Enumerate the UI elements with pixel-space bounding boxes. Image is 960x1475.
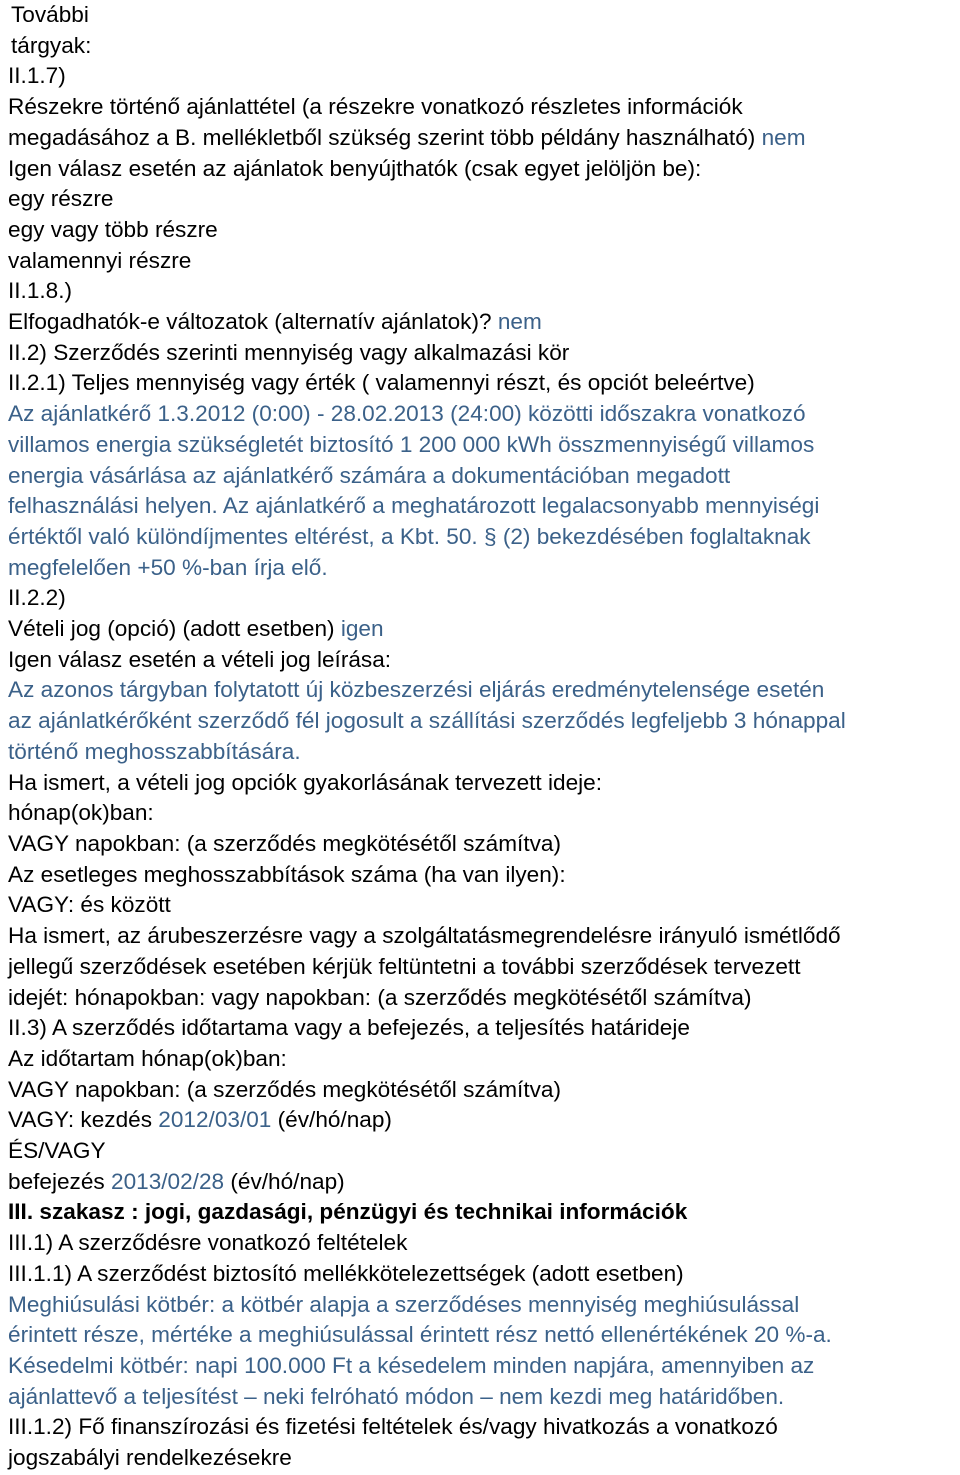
field-label: megadásához a B. mellékletből szükség szerint több példány használható) (8, 124, 762, 150)
text-line (8, 1075, 952, 1106)
field-label: hónap(ok)ban: (8, 800, 154, 826)
text-line (8, 921, 952, 952)
field-label: tárgyak: (11, 32, 92, 58)
text-line (8, 768, 952, 799)
text-line (8, 798, 952, 829)
text-line (8, 1105, 952, 1136)
text-line (8, 461, 952, 492)
text-line (8, 430, 952, 461)
field-label: II.1.7) (8, 63, 66, 89)
text-line (8, 307, 952, 338)
field-label: Ha ismert, a vételi jog opciók gyakorlásának tervezett ideje: (8, 769, 603, 795)
field-label: Vételi jog (opció) (adott esetben) (8, 616, 341, 642)
text-line (8, 338, 952, 369)
field-value: Az ajánlatkérő 1.3.2012 (0:00) - 28.02.2013 (24:00) közötti időszakra vonatkozó (8, 401, 806, 427)
text-line (8, 1351, 952, 1382)
text-line (8, 553, 952, 584)
field-value: villamos energia szükségletét biztosító 1 200 000 kWh összmennyiségű villamos (8, 431, 815, 457)
text-line (8, 860, 952, 891)
text-line (8, 61, 952, 92)
text-line (8, 1443, 952, 1474)
text-line (8, 522, 952, 553)
field-value: ajánlattevő a teljesítést – neki felróható módon – nem kezdi meg határidőben. (8, 1383, 785, 1409)
text-line (8, 399, 952, 430)
field-label: Igen válasz esetén a vételi jog leírása: (8, 646, 392, 672)
field-label: II.3) A szerződés időtartama vagy a befejezés, a teljesítés határideje (8, 1015, 690, 1041)
text-line (8, 92, 952, 123)
field-value: felhasználási helyen. Az ajánlatkérő a meghatározott legalacsonyabb mennyiségi (8, 493, 820, 519)
text-line (8, 1259, 952, 1290)
text-line (8, 1013, 952, 1044)
text-line (8, 1320, 952, 1351)
text-line (8, 1290, 952, 1321)
field-label: Igen válasz esetén az ajánlatok benyújthatók (csak egyet jelöljön be): (8, 155, 702, 181)
text-line (8, 184, 952, 215)
text-line (8, 583, 952, 614)
field-value: energia vásárlása az ajánlatkérő számára a dokumentációban megadott (8, 462, 731, 488)
field-label: egy vagy több részre (8, 216, 218, 242)
field-value: történő meghosszabbítására. (8, 738, 301, 764)
field-label: idejét: hónapokban: vagy napokban: (a szerződés megkötésétől számítva) (8, 984, 752, 1010)
text-line (8, 1197, 952, 1228)
text-line (8, 215, 952, 246)
text-line (8, 491, 952, 522)
field-value: Késedelmi kötbér: napi 100.000 Ft a késedelem minden napjára, amennyiben az (8, 1352, 815, 1378)
field-label: III.1.2) Fő finanszírozási és fizetési feltételek és/vagy hivatkozás a vonatkozó (8, 1414, 778, 1440)
field-label: További (11, 2, 89, 27)
field-value: az ajánlatkérőként szerződő fél jogosult a szállítási szerződés legfeljebb 3 hónappal (8, 708, 846, 734)
text-line (8, 0, 952, 31)
field-value: Meghiúsulási kötbér: a kötbér alapja a szerződéses mennyiség meghiúsulással (8, 1291, 800, 1317)
text-line (8, 1044, 952, 1075)
field-label: befejezés (8, 1168, 111, 1194)
text-line (8, 890, 952, 921)
field-value: megfelelően +50 %-ban írja elő. (8, 554, 328, 580)
field-label: II.1.8.) (8, 278, 73, 304)
field-label: Az esetleges meghosszabbítások száma (ha van ilyen): (8, 861, 566, 887)
text-line (8, 1412, 952, 1443)
field-label: Részekre történő ajánlattétel (a részekre vonatkozó részletes információk (8, 94, 743, 120)
field-label: III.1.1) A szerződést biztosító mellékkötelezettségek (adott esetben) (8, 1260, 684, 1286)
text-line (8, 1228, 952, 1259)
text-line (8, 737, 952, 768)
section-heading: III. szakasz : jogi, gazdasági, pénzügyi és technikai információk (8, 1199, 688, 1225)
text-line (8, 614, 952, 645)
field-label: (év/hó/nap) (271, 1107, 392, 1133)
field-label: jellegű szerződések esetében kérjük feltüntetni a további szerződések tervezett (8, 953, 801, 979)
text-line (8, 1167, 952, 1198)
field-label: Az időtartam hónap(ok)ban: (8, 1045, 287, 1071)
field-label: III.1) A szerződésre vonatkozó feltételek (8, 1230, 408, 1256)
text-line (8, 1382, 952, 1413)
text-line (8, 154, 952, 185)
field-label: Ha ismert, az árubeszerzésre vagy a szolgáltatásmegrendelésre irányuló ismétlődő (8, 923, 841, 949)
field-label: II.2) Szerződés szerinti mennyiség vagy alkalmazási kör (8, 339, 570, 365)
field-label: jogszabályi rendelkezésekre (8, 1445, 292, 1471)
text-line (8, 123, 952, 154)
field-label: (év/hó/nap) (224, 1168, 345, 1194)
field-value: 2012/03/01 (158, 1107, 272, 1133)
field-label: VAGY: kezdés (8, 1107, 159, 1133)
field-label: II.2.2) (8, 585, 66, 611)
text-line (8, 675, 952, 706)
text-line (8, 31, 952, 62)
field-label: VAGY: és között (8, 892, 171, 918)
text-line (8, 1136, 952, 1167)
field-label: valamennyi részre (8, 247, 192, 273)
field-label: II.2.1) Teljes mennyiség vagy érték ( valamennyi részt, és opciót beleértve) (8, 370, 755, 396)
text-line (8, 246, 952, 277)
field-value: nem (761, 124, 806, 150)
field-value: 2013/02/28 (111, 1168, 225, 1194)
text-line (8, 706, 952, 737)
field-label: ÉS/VAGY (8, 1138, 106, 1164)
text-line (8, 276, 952, 307)
field-label: VAGY napokban: (a szerződés megkötésétől számítva) (8, 1076, 561, 1102)
text-line (8, 645, 952, 676)
field-value: érintett része, mértéke a meghiúsulással érintett rész nettó ellenértékének 20 %-a. (8, 1322, 832, 1348)
field-value: Az azonos tárgyban folytatott új közbeszerzési eljárás eredménytelensége esetén (8, 677, 825, 703)
field-value: értéktől való különdíjmentes eltérést, a Kbt. 50. § (2) bekezdésében foglaltaknak (8, 523, 811, 549)
text-line (8, 368, 952, 399)
text-line (8, 983, 952, 1014)
text-line (8, 829, 952, 860)
field-label: egy részre (8, 186, 114, 212)
text-line (8, 952, 952, 983)
field-label: Elfogadhatók-e változatok (alternatív ajánlatok)? (8, 309, 498, 335)
field-label: VAGY napokban: (a szerződés megkötésétől számítva) (8, 830, 561, 856)
field-value: igen (340, 616, 384, 642)
field-value: nem (497, 309, 542, 335)
